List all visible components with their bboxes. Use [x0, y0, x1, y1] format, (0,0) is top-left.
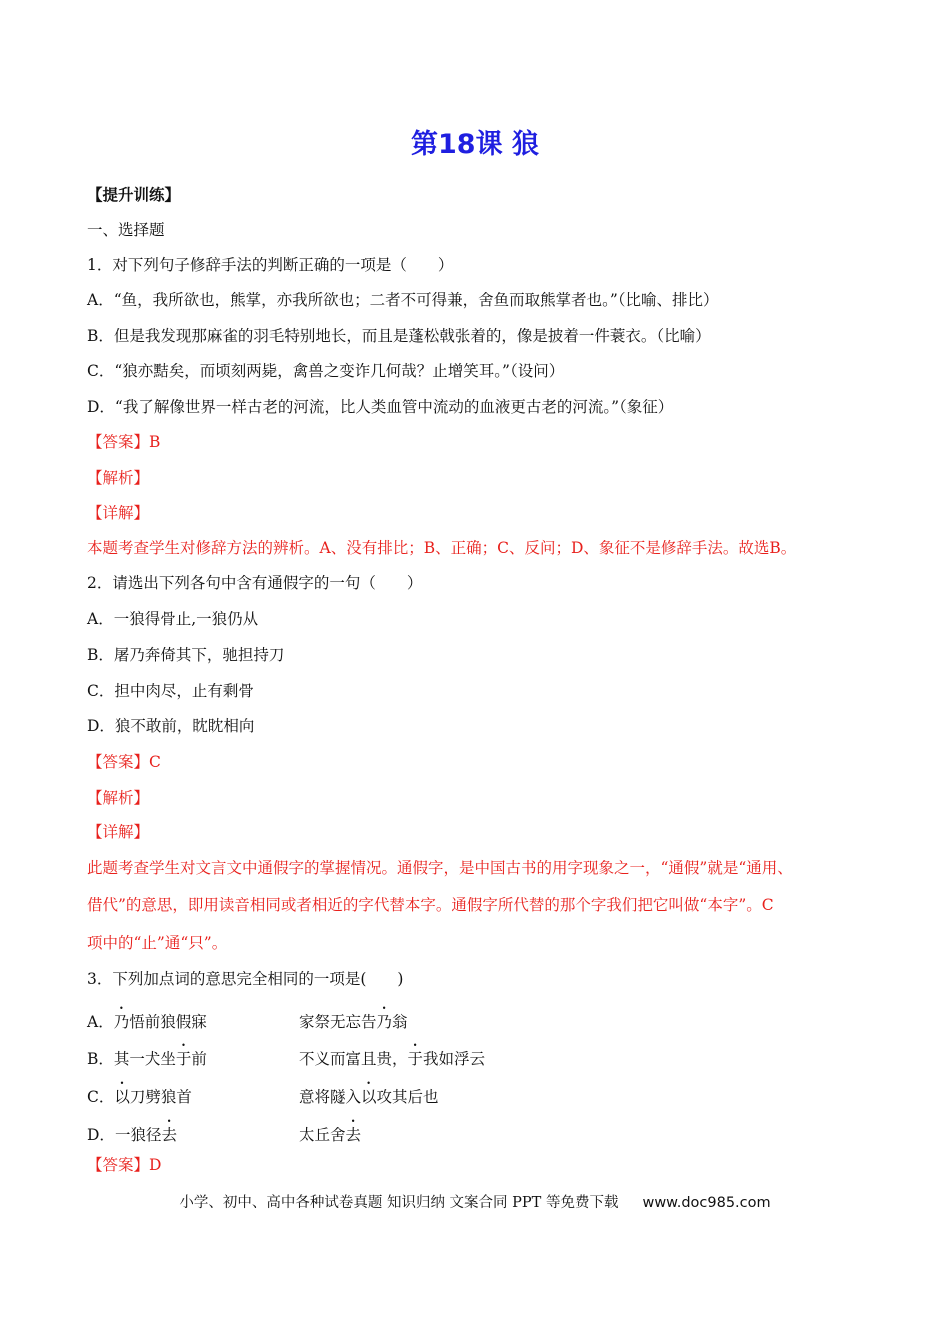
q1-stem: 1．对下列句子修辞手法的判断正确的一项是（ ）	[87, 256, 454, 274]
dotted-word: 乃	[376, 1013, 393, 1031]
text: 意将隧入	[299, 1088, 362, 1106]
q1-option-c: C．“狼亦黠矣，而顷刻两毙，禽兽之变诈几何哉？止增笑耳。”（设问）	[87, 362, 565, 380]
footer-link[interactable]: www.doc985.com	[642, 1195, 771, 1211]
q2-option-b: B．屠乃奔倚其下，驰担持刀	[87, 646, 285, 664]
text: 其一犬坐	[113, 1050, 176, 1068]
text: 攻其后也	[376, 1088, 439, 1106]
footer	[0, 1191, 950, 1212]
q1-answer: 【答案】B	[87, 433, 161, 451]
q2-explanation-line: 项中的“止”通“只”。	[87, 934, 228, 952]
option-label: A．	[87, 1013, 114, 1031]
q3-option-c	[87, 1079, 787, 1108]
q1-explanation: 本题考查学生对修辞方法的辨析。A、没有排比；B、正确；C、反问；D、象征不是修辞手法。故选B。	[87, 539, 797, 557]
q1-analysis: 【解析】	[87, 469, 150, 487]
dotted-word: 于	[407, 1050, 424, 1068]
dotted-word: 以	[114, 1088, 130, 1106]
dotted-word: 去	[161, 1126, 177, 1144]
dotted-word: 去	[345, 1126, 362, 1144]
page-title: 第18课 狼	[411, 129, 539, 160]
text: 一狼径	[114, 1126, 162, 1144]
text: 不义而富且贵，	[299, 1050, 408, 1068]
text: 翁	[392, 1013, 408, 1031]
q3-option-d	[87, 1117, 787, 1146]
q2-explanation-line: 借代”的意思，即用读音相同或者相近的字代替本字。通假字所代替的那个字我们把它叫做“本字”。C	[87, 896, 774, 914]
q3-option-a	[87, 1004, 787, 1033]
text: 太丘舍	[299, 1126, 346, 1144]
section-heading: 【提升训练】	[87, 186, 181, 204]
part-heading: 一、选择题	[87, 221, 165, 239]
dotted-word: 于	[175, 1050, 192, 1068]
q3-stem: 3．下列加点词的意思完全相同的一项是( )	[87, 970, 404, 988]
q2-analysis: 【解析】	[87, 789, 150, 807]
q1-option-b: B．但是我发现那麻雀的羽毛特别地长，而且是蓬松戟张着的，像是披着一件蓑衣。（比喻）	[87, 327, 711, 345]
q1-option-a: A．“鱼，我所欲也，熊掌，亦我所欲也；二者不可得兼，舍鱼而取熊掌者也。”（比喻、排比）	[87, 291, 719, 309]
q3-answer: 【答案】D	[87, 1156, 162, 1174]
text: 刀劈狼首	[129, 1088, 192, 1106]
text: 前	[191, 1050, 207, 1068]
option-label: D．	[87, 1126, 115, 1144]
dotted-word: 乃	[113, 1013, 130, 1031]
option-label: B．	[87, 1050, 114, 1068]
q2-detail: 【详解】	[87, 823, 150, 841]
q2-option-c: C．担中肉尽，止有剩骨	[87, 682, 254, 700]
q1-detail: 【详解】	[87, 504, 150, 522]
q2-answer: 【答案】C	[87, 753, 161, 771]
q2-stem: 2．请选出下列各句中含有通假字的一句（ ）	[87, 574, 423, 592]
option-label: C．	[87, 1088, 115, 1106]
text: 悟前狼假寐	[129, 1013, 207, 1031]
dotted-word: 以	[361, 1088, 377, 1106]
q1-option-d: D．“我了解像世界一样古老的河流，比人类血管中流动的血液更古老的河流。”（象征）	[87, 398, 674, 416]
q2-option-a: A．一狼得骨止,一狼仍从	[87, 610, 259, 628]
q2-explanation-line: 此题考查学生对文言文中通假字的掌握情况。通假字，是中国古书的用字现象之一，“通假”就是“通用、	[87, 859, 793, 877]
q2-option-d: D．狼不敢前，眈眈相向	[87, 717, 255, 735]
text: 我如浮云	[423, 1050, 486, 1068]
q3-option-b	[87, 1041, 787, 1070]
footer-text: 小学、初中、高中各种试卷真题 知识归纳 文案合同 PPT 等免费下载	[179, 1195, 619, 1211]
text: 家祭无忘告	[299, 1013, 377, 1031]
